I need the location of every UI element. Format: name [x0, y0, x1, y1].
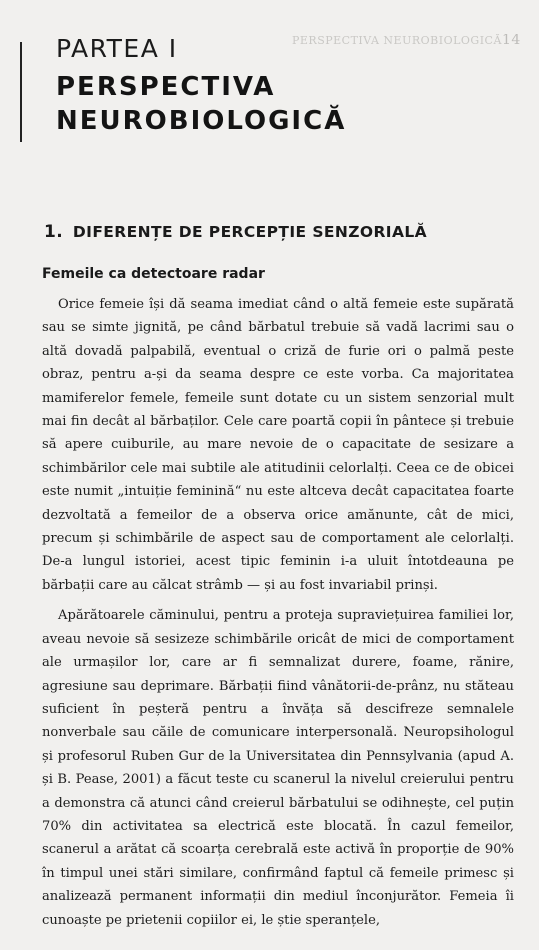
chapter-heading — [44, 222, 427, 242]
paragraph: Apărătoarele căminului, pentru a proteja supraviețuirea familiei lor, aveau nevoie să sesizeze schimbările oricât de mici de comportament ale urmașilor lor, care ar fi semnalizat durere, foame, rănire, agresiune sau deprimare. Bărbații fiind vânătorii-de-prânz, nu stăteau suficient în peșteră pentru a învăța să descifreze semnalele nonverbale sau căile de comunicare interpersonală. Neuropsihologul și profesorul Ruben Gur de la Universitatea din Pennsylvania (apud A. și B. Pease, 2001) a făcut teste cu scanerul la nivelul creierului pentru a demonstra că atunci când creierul bărbatului se odihnește, cel puțin 70% din activitatea sa electrică este blocată. În cazul femeilor, scanerul a arătat că scoarța cerebrală este activă în proporție de 90% în timpul unei stări similare, confirmând faptul că femeile primesc și analizează permanent informații din mediul înconjurător. Femeia îi cunoaște pe prietenii copiilor ei, le știe speranțele, — [42, 608, 514, 928]
bleed-through-page-number: 14 — [502, 34, 521, 47]
part-title-line-2: NEUROBIOLOGICĂ — [56, 106, 347, 136]
part-title — [56, 70, 346, 138]
part-label: PARTEA I — [56, 34, 178, 63]
chapter-title: DIFERENȚE DE PERCEPȚIE SENZORIALĂ — [72, 223, 428, 241]
chapter-number: 1. — [44, 222, 64, 242]
bleed-through-header: PERSPECTIVA NEUROBIOLOGICĂ — [292, 34, 502, 47]
paragraph: Orice femeie își dă seama imediat când o altă femeie este supărată sau se simte jignită, pe când bărbatul trebuie să vadă lacrimi sau o altă dovadă palpabilă, eventual o criză de furie ori o palmă peste obraz, pentru a-și da seama despre ce este vorba. Ca majoritatea mamiferelor femele, femeile sunt dotate cu un sistem senzorial mult mai fin decât al bărbaților. Cele care poartă copii în pântece și trebuie să apere cuiburile, au mare nevoie de o capacitate de sesizare a schimbărilor cele mai subtile ale atitudinii celorlalți. Ceea ce de obicei este numit „intuiție feminină“ nu este altceva decât capacitatea foarte dezvoltată a femeilor de a observa orice amănunte, cât de mici, precum și schimbările de aspect sau de comportament ale celorlalți. De-a lungul istoriei, acest tipic feminin i-a uluit întotdeauna pe bărbații care au călcat strâmb — și au fost invariabil prinși. — [42, 297, 514, 593]
section-heading: Femeile ca detectoare radar — [42, 266, 265, 282]
part-vertical-rule — [20, 42, 22, 142]
part-title-line-1: PERSPECTIVA — [56, 72, 276, 102]
bleed-through-text — [292, 34, 532, 47]
body-text — [42, 293, 514, 932]
